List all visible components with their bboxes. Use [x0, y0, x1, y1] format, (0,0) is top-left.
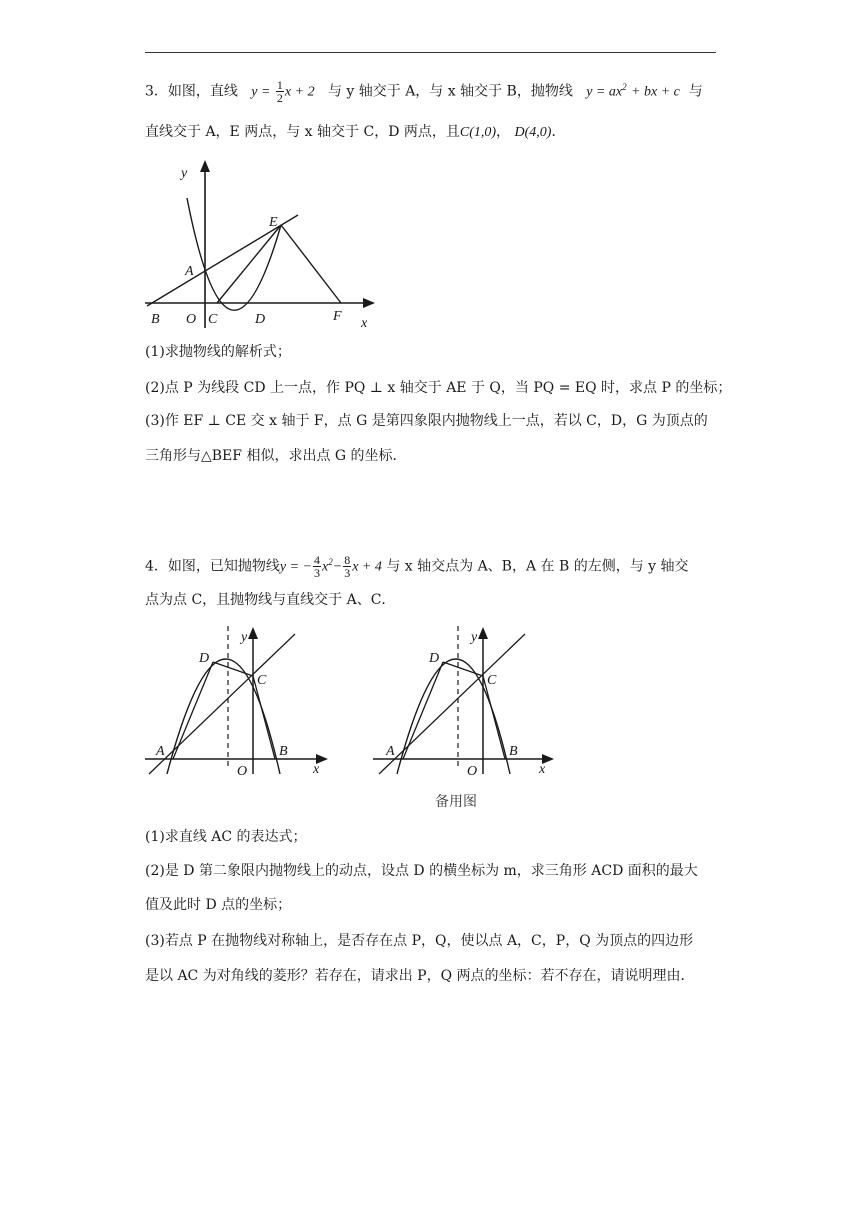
q3-label-D: D — [255, 312, 266, 327]
q4-number: 4． — [145, 558, 168, 575]
q4-main-label-x: x — [313, 762, 320, 777]
q4-sub-3b: 是以 AC 为对角线的菱形？若存在，请求出 P，Q 两点的坐标：若不存在，请说明理由． — [145, 968, 695, 984]
q4-frac-1: $\frac{4}{3}$ — [314, 553, 321, 581]
q4-intro-1: 如图，已知抛物线 — [167, 558, 280, 575]
q3-line-eq-rhs: x + 2 — [284, 84, 315, 100]
q4-line-1: 4．如图，已知抛物线y = − $\frac{4}{3}$ $x^2-$ $\frac{8}{3}$ x + 4 与 x 轴交点为 A、B，A 在 B 的左侧，与 y 轴交 — [145, 553, 689, 581]
q4-spare-label-D: D — [429, 651, 440, 666]
q4-figure-spare — [373, 624, 573, 809]
point-d: D(4,0) — [514, 125, 552, 140]
q3-sub-3a: (3)作 EF ⊥ CE 交 x 轴于 F，点 G 是第四象限内抛物线上一点，若以 C，D，G 为顶点的 — [145, 413, 708, 429]
q3-sub-1: (1)求抛物线的解析式； — [145, 344, 291, 360]
q4-main-label-C: C — [257, 673, 267, 688]
q3-label-A: A — [185, 264, 194, 279]
q4-main-label-B: B — [279, 744, 288, 759]
q3-line-frac: $\frac{1}{2}$ — [276, 78, 283, 106]
q3-sub-3b: 三角形与△BEF 相似，求出点 G 的坐标． — [145, 448, 407, 464]
q3-label-F: F — [333, 309, 342, 324]
q4-eq-mid: x — [322, 559, 329, 575]
q3-label-y: y — [181, 166, 188, 181]
q3-intro-3: 与 — [688, 83, 703, 100]
q4-eq-minus: − — [332, 559, 343, 575]
q4-frac-2: $\frac{8}{3}$ — [344, 553, 351, 581]
q4-main-label-y: y — [241, 630, 248, 645]
q4-spare-label-A: A — [386, 744, 395, 759]
point-c: C(1,0) — [459, 125, 497, 140]
q3-line2-a: 直线交于 A，E 两点，与 x 轴交于 C，D 两点，且 — [145, 124, 460, 140]
q3-label-O: O — [186, 312, 197, 327]
q3-line-1: 3．如图，直线 y = $\frac{1}{2}$ x + 2 与 y 轴交于 A，与 x 轴交于 B，抛物线 $y = ax^2$ + bx + c 与 — [145, 78, 703, 106]
q4-spare-label-O: O — [467, 764, 478, 779]
q4-main-label-D: D — [199, 651, 210, 666]
q3-label-B: B — [151, 312, 160, 327]
q4-eq-tail: x + 4 — [352, 559, 382, 575]
q4-spare-label-C: C — [487, 673, 497, 688]
q4-eq-lhs: y = − — [279, 559, 313, 575]
spare-figure-caption: 备用图 — [435, 794, 477, 810]
q4-sub-2b: 值及此时 D 点的坐标； — [145, 897, 292, 913]
q3-line-eq-lhs: y = — [251, 84, 271, 100]
q4-sub-2a: (2)是 D 第二象限内抛物线上的动点，设点 D 的横坐标为 m，求三角形 ACD 面积的最大 — [145, 863, 698, 879]
q3-intro-2: 与 y 轴交于 A，与 x 轴交于 B，抛物线 — [327, 83, 573, 100]
q4-spare-label-y: y — [471, 630, 478, 645]
q4-line-2: 点为点 C，且抛物线与直线交于 A、C． — [145, 592, 396, 608]
q3-number: 3． — [145, 83, 168, 100]
q3-parabola-eq-rest: + bx + c — [631, 84, 680, 100]
q3-line-2: 直线交于 A，E 两点，与 x 轴交于 C，D 两点，且C(1,0)， D(4,0)． — [145, 124, 566, 140]
q3-label-E: E — [269, 215, 278, 230]
q4-main-label-O: O — [237, 764, 248, 779]
q4-spare-label-B: B — [509, 744, 518, 759]
q4-sub-1: (1)求直线 AC 的表达式； — [145, 829, 307, 845]
q4-sub-3a: (3)若点 P 在抛物线对称轴上，是否存在点 P，Q，使以点 A，C，P，Q 为顶点的四边形 — [145, 933, 694, 949]
top-rule — [145, 52, 716, 53]
q3-parabola-eq: y = ax — [586, 84, 623, 100]
q3-label-C: C — [208, 312, 218, 327]
q4-spare-label-x: x — [539, 762, 546, 777]
q4-figure-main — [145, 624, 345, 779]
q4-main-label-A: A — [156, 744, 165, 759]
q4-intro-2: 与 x 轴交点为 A、B，A 在 B 的左侧，与 y 轴交 — [386, 558, 689, 575]
q3-intro-1: 如图，直线 — [167, 83, 238, 100]
q3-sub-2: (2)点 P 为线段 CD 上一点，作 PQ ⊥ x 轴交于 AE 于 Q，当 PQ = EQ 时，求点 P 的坐标； — [145, 380, 732, 396]
q3-figure — [145, 158, 385, 333]
q3-label-x: x — [361, 316, 368, 331]
